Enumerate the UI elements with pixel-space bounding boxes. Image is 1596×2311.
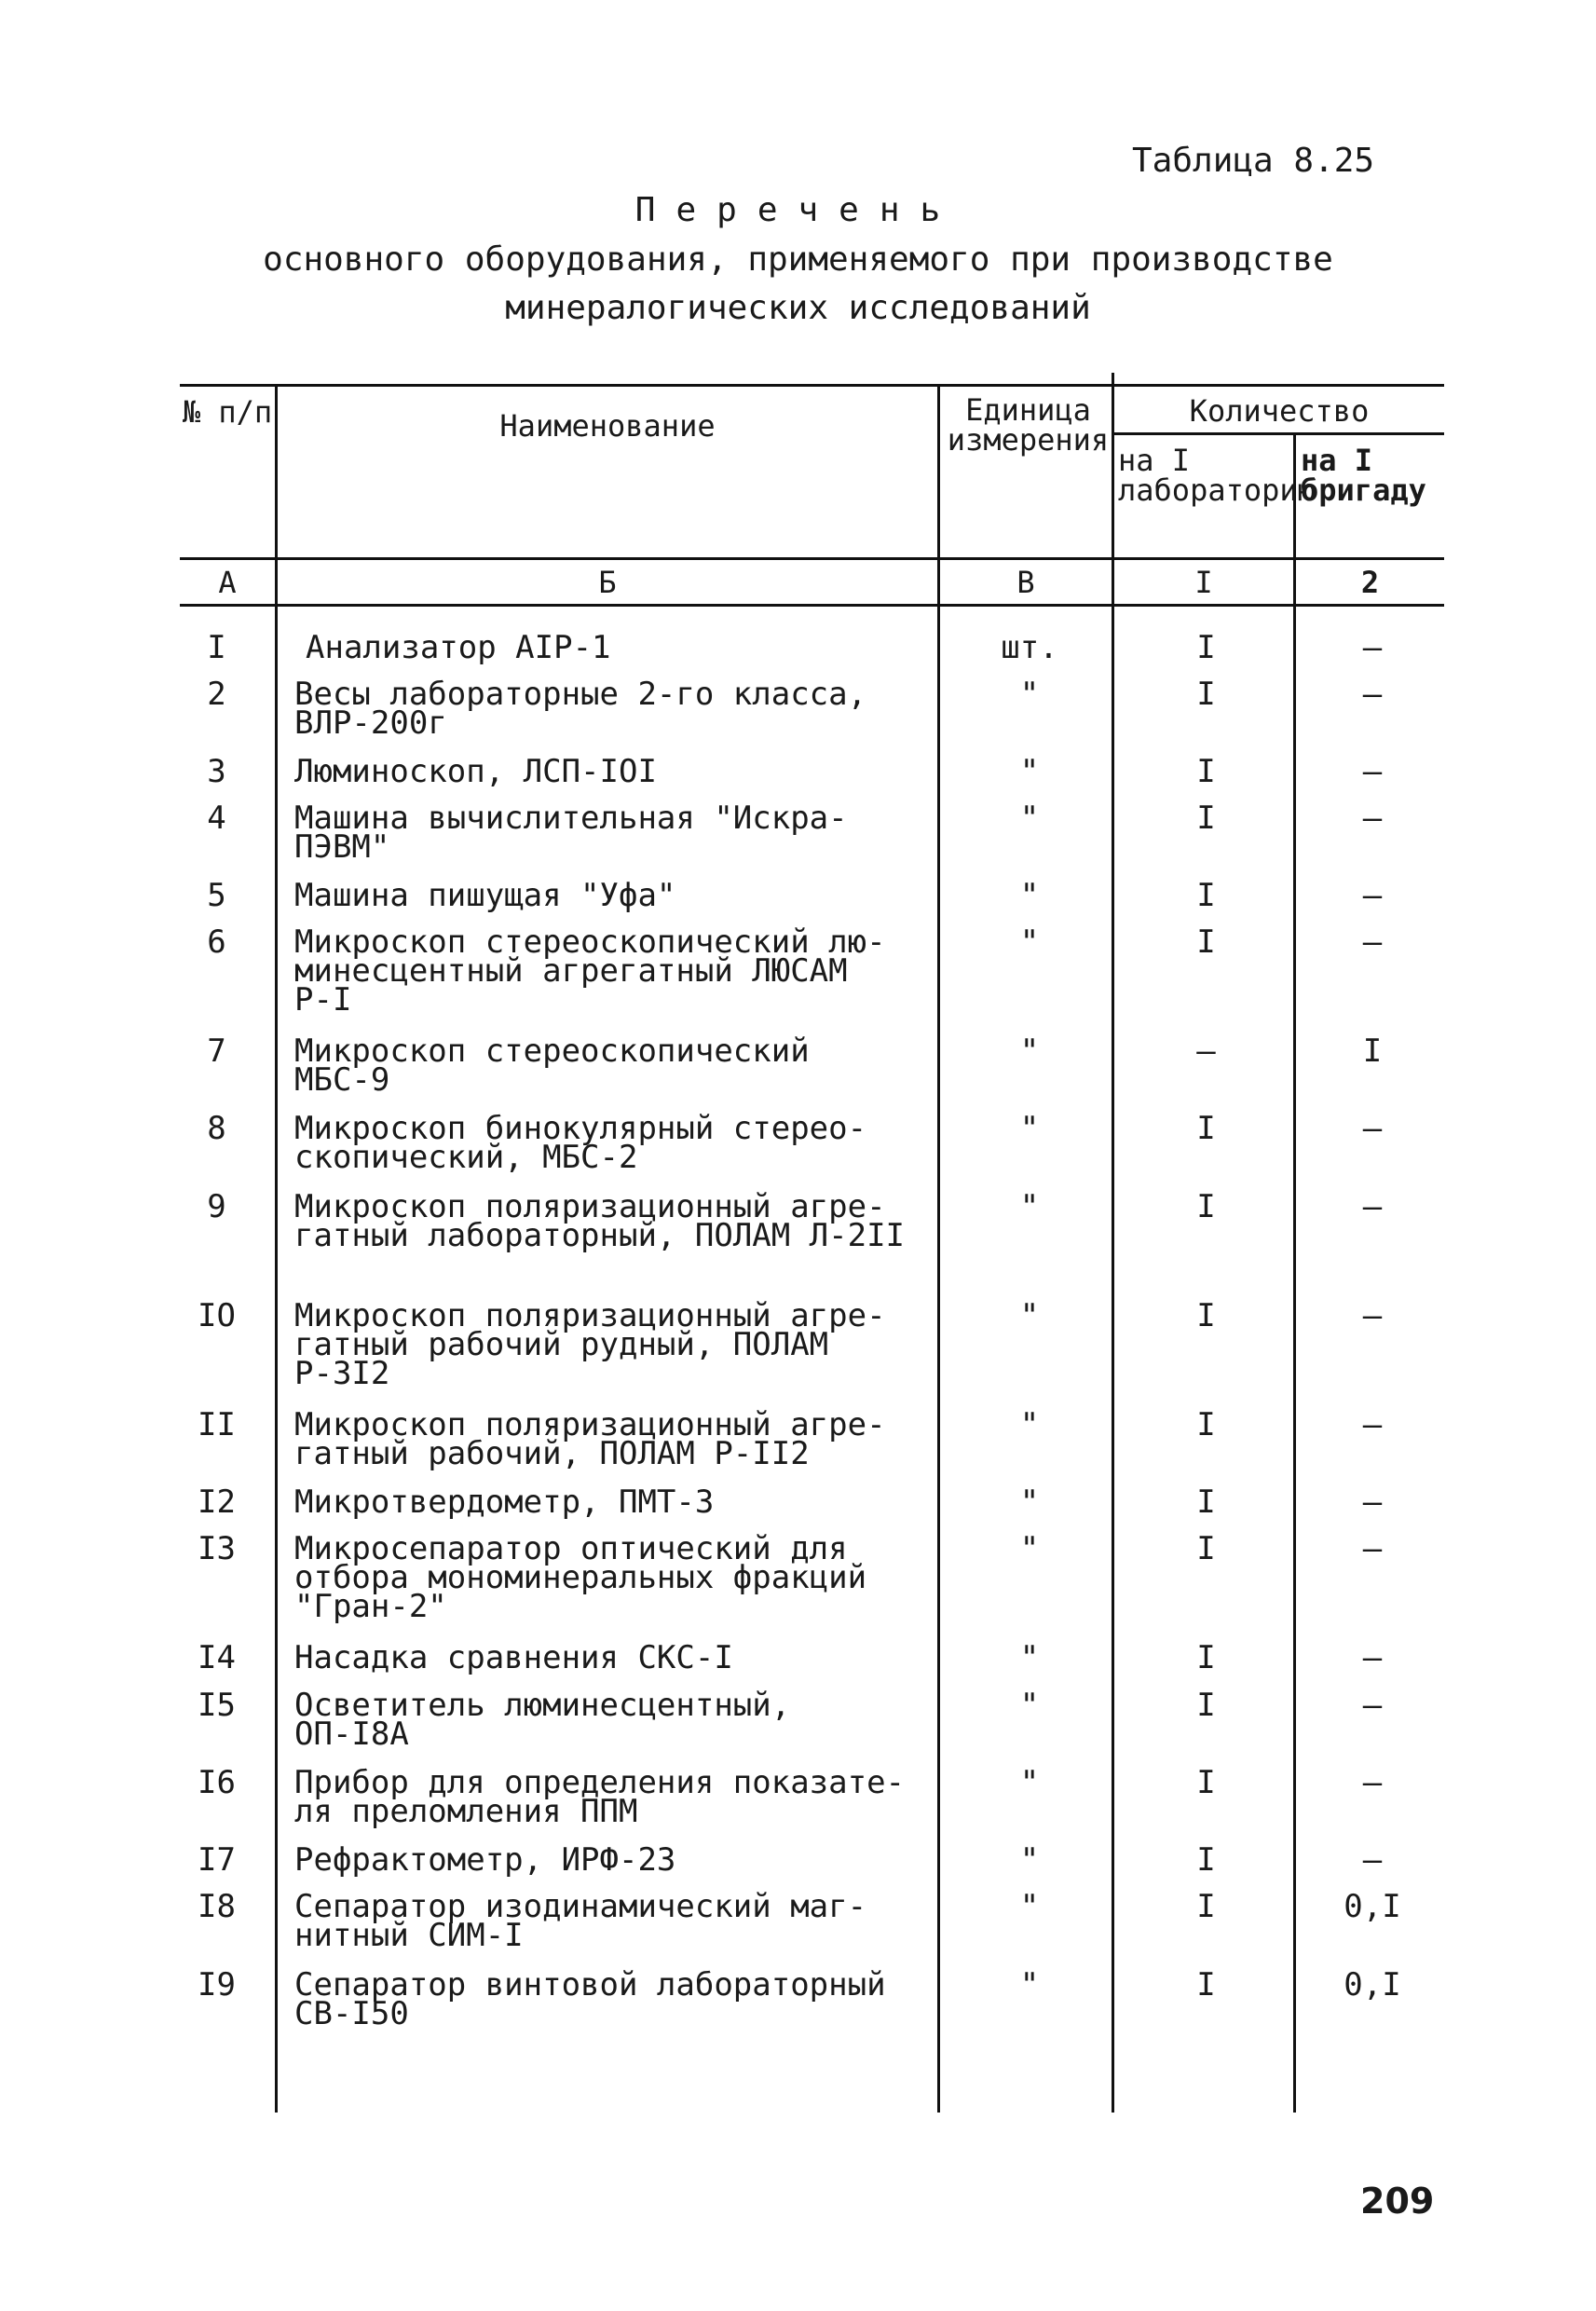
quantity-per-lab: I <box>1196 1530 1216 1567</box>
equipment-name-line: Рефрактометр, ИРФ-23 <box>294 1841 676 1879</box>
equipment-name-line: Сепаратор винтовой лабораторный <box>294 1966 886 2003</box>
code-num: А <box>218 565 237 600</box>
quantity-per-lab: I <box>1196 629 1216 666</box>
quantity-per-brigade: – <box>1362 1687 1383 1724</box>
equipment-name-line: Микроскоп стереоскопический <box>294 1032 810 1070</box>
unit-value: " <box>1019 877 1040 914</box>
quantity-per-brigade: 0,I <box>1344 1888 1401 1925</box>
table-top-rule <box>180 384 1444 387</box>
header-bottom-rule <box>180 557 1444 560</box>
quantity-per-brigade: 0,I <box>1344 1966 1401 2003</box>
quantity-per-brigade: – <box>1362 1841 1383 1879</box>
unit-value: " <box>1019 1764 1040 1801</box>
unit-value: " <box>1019 1484 1040 1521</box>
quantity-per-brigade: – <box>1362 1188 1383 1225</box>
equipment-name-line: Весы лабораторные 2-го класса, <box>294 676 867 713</box>
row-number: 2 <box>207 676 226 713</box>
unit-value: " <box>1019 1406 1040 1443</box>
unit-value: " <box>1019 1888 1040 1925</box>
quantity-per-brigade: – <box>1362 1484 1383 1521</box>
unit-value: " <box>1019 1032 1040 1070</box>
row-number: 3 <box>207 753 226 790</box>
equipment-name-line: ВЛР-200г <box>294 704 447 742</box>
row-number: I2 <box>198 1484 236 1521</box>
equipment-name-line: гатный рабочий, ПОЛАМ Р-II2 <box>294 1435 810 1472</box>
quantity-per-lab: I <box>1196 800 1216 837</box>
header-per-brigade: на I бригаду <box>1301 443 1426 508</box>
equipment-name-line: минесцентный агрегатный ЛЮСАМ <box>294 952 848 990</box>
unit-value: " <box>1019 1966 1040 2003</box>
equipment-name-line: Микроскоп бинокулярный стерео- <box>294 1110 867 1147</box>
quantity-per-lab: I <box>1196 1639 1216 1676</box>
header-quantity: Количество <box>1189 393 1370 429</box>
table-subtitle-line-1: основного оборудования, применяемого при производстве <box>263 240 1333 279</box>
equipment-name-line: Сепаратор изодинамический маг- <box>294 1888 867 1925</box>
quantity-per-lab: I <box>1196 1188 1216 1225</box>
row-number: I7 <box>198 1841 236 1879</box>
row-number: I9 <box>198 1966 236 2003</box>
quantity-per-lab: I <box>1196 753 1216 790</box>
row-number: 4 <box>207 800 226 837</box>
row-number: I4 <box>198 1639 236 1676</box>
row-number: 8 <box>207 1110 226 1147</box>
equipment-name-line: Люминоскоп, ЛСП-IOI <box>294 753 657 790</box>
quantity-per-brigade: – <box>1362 1639 1383 1676</box>
quantity-per-lab: I <box>1196 1687 1216 1724</box>
equipment-name-line: Машина пишущая "Уфа" <box>294 877 676 914</box>
row-number: IO <box>198 1297 236 1334</box>
equipment-name-line: Микроскоп поляризационный агре- <box>294 1188 886 1225</box>
equipment-name-line: Микроскоп стереоскопический лю- <box>294 923 886 961</box>
equipment-name-line: "Гран-2" <box>294 1588 447 1625</box>
row-number: II <box>198 1406 236 1443</box>
row-number: 7 <box>207 1032 226 1070</box>
header-num: № п/п <box>182 394 273 430</box>
row-number: I3 <box>198 1530 236 1567</box>
equipment-name-line: гатный рабочий рудный, ПОЛАМ <box>294 1326 829 1363</box>
quantity-per-lab: I <box>1196 676 1216 713</box>
unit-value: " <box>1019 1110 1040 1147</box>
equipment-name-line: ля преломления ППМ <box>294 1793 638 1830</box>
quantity-per-lab: I <box>1196 923 1216 961</box>
code-name: Б <box>598 565 617 600</box>
unit-value: " <box>1019 1530 1040 1567</box>
quantity-per-lab: – <box>1196 1032 1216 1070</box>
equipment-name-line: Микротвердометр, ПМТ-3 <box>294 1484 715 1521</box>
equipment-name-line: МБС-9 <box>294 1061 390 1099</box>
codes-bottom-rule <box>180 604 1444 607</box>
quantity-per-lab: I <box>1196 1966 1216 2003</box>
equipment-name-line: Микроскоп поляризационный агре- <box>294 1297 886 1334</box>
quantity-per-brigade: I <box>1362 1032 1383 1070</box>
quantity-per-brigade: – <box>1362 923 1383 961</box>
equipment-name-line: нитный СИМ-I <box>294 1917 524 1954</box>
quantity-subheader-rule <box>1113 432 1444 435</box>
code-brigade: 2 <box>1360 565 1380 600</box>
quantity-per-lab: I <box>1196 1406 1216 1443</box>
table-title: Перечень <box>634 191 962 229</box>
quantity-per-brigade: – <box>1362 1530 1383 1567</box>
quantity-per-brigade: – <box>1362 1110 1383 1147</box>
equipment-name-line: ПЭВМ" <box>294 828 390 866</box>
equipment-name-line: Анализатор АIР-1 <box>306 629 611 666</box>
unit-value: " <box>1019 1297 1040 1334</box>
quantity-per-brigade: – <box>1362 1764 1383 1801</box>
unit-value: " <box>1019 800 1040 837</box>
quantity-per-lab: I <box>1196 1841 1216 1879</box>
equipment-name-line: ОП-I8А <box>294 1716 409 1753</box>
unit-value: шт. <box>1001 629 1058 666</box>
row-number: 6 <box>207 923 226 961</box>
header-per-lab: на I лабораторию <box>1118 443 1316 508</box>
equipment-name-line: Осветитель люминесцентный, <box>294 1687 791 1724</box>
row-number: I5 <box>198 1687 236 1724</box>
table-subtitle-line-2: минералогических исследований <box>505 289 1091 327</box>
quantity-per-lab: I <box>1196 1297 1216 1334</box>
equipment-name-line: Р-3I2 <box>294 1355 390 1392</box>
column-divider-1 <box>275 384 278 2113</box>
quantity-per-brigade: – <box>1362 1297 1383 1334</box>
equipment-name-line: Р-I <box>294 981 352 1019</box>
page-number: 209 <box>1360 2181 1435 2222</box>
unit-value: " <box>1019 1687 1040 1724</box>
equipment-name-line: Машина вычислительная "Искра- <box>294 800 848 837</box>
quantity-per-brigade: – <box>1362 676 1383 713</box>
quantity-per-brigade: – <box>1362 800 1383 837</box>
quantity-per-lab: I <box>1196 1110 1216 1147</box>
quantity-per-lab: I <box>1196 877 1216 914</box>
unit-value: " <box>1019 1188 1040 1225</box>
unit-value: " <box>1019 923 1040 961</box>
table-label: Таблица 8.25 <box>1132 142 1375 180</box>
row-number: I8 <box>198 1888 236 1925</box>
equipment-name-line: отбора мономинеральных фракций <box>294 1559 867 1596</box>
code-lab: I <box>1194 565 1213 600</box>
equipment-name-line: Насадка сравнения СКС-I <box>294 1639 733 1676</box>
unit-value: " <box>1019 1841 1040 1879</box>
unit-value: " <box>1019 676 1040 713</box>
unit-value: " <box>1019 753 1040 790</box>
row-number: 9 <box>207 1188 226 1225</box>
code-unit: В <box>1016 565 1035 600</box>
equipment-name-line: СВ-I50 <box>294 1995 409 2032</box>
quantity-per-brigade: – <box>1362 629 1383 666</box>
equipment-name-line: Прибор для определения показате- <box>294 1764 906 1801</box>
quantity-per-brigade: – <box>1362 1406 1383 1443</box>
unit-value: " <box>1019 1639 1040 1676</box>
header-name: Наименование <box>499 408 716 444</box>
header-unit: Единица измерения <box>947 392 1110 458</box>
quantity-per-lab: I <box>1196 1888 1216 1925</box>
row-number: I <box>207 629 226 666</box>
quantity-per-brigade: – <box>1362 877 1383 914</box>
row-number: 5 <box>207 877 226 914</box>
equipment-name-line: скопический, МБС-2 <box>294 1139 638 1176</box>
row-number: I6 <box>198 1764 236 1801</box>
quantity-per-lab: I <box>1196 1764 1216 1801</box>
equipment-name-line: Микросепаратор оптический для <box>294 1530 848 1567</box>
equipment-name-line: Микроскоп поляризационный агре- <box>294 1406 886 1443</box>
quantity-per-lab: I <box>1196 1484 1216 1521</box>
equipment-name-line: гатный лабораторный, ПОЛАМ Л-2II <box>294 1217 906 1254</box>
quantity-per-brigade: – <box>1362 753 1383 790</box>
